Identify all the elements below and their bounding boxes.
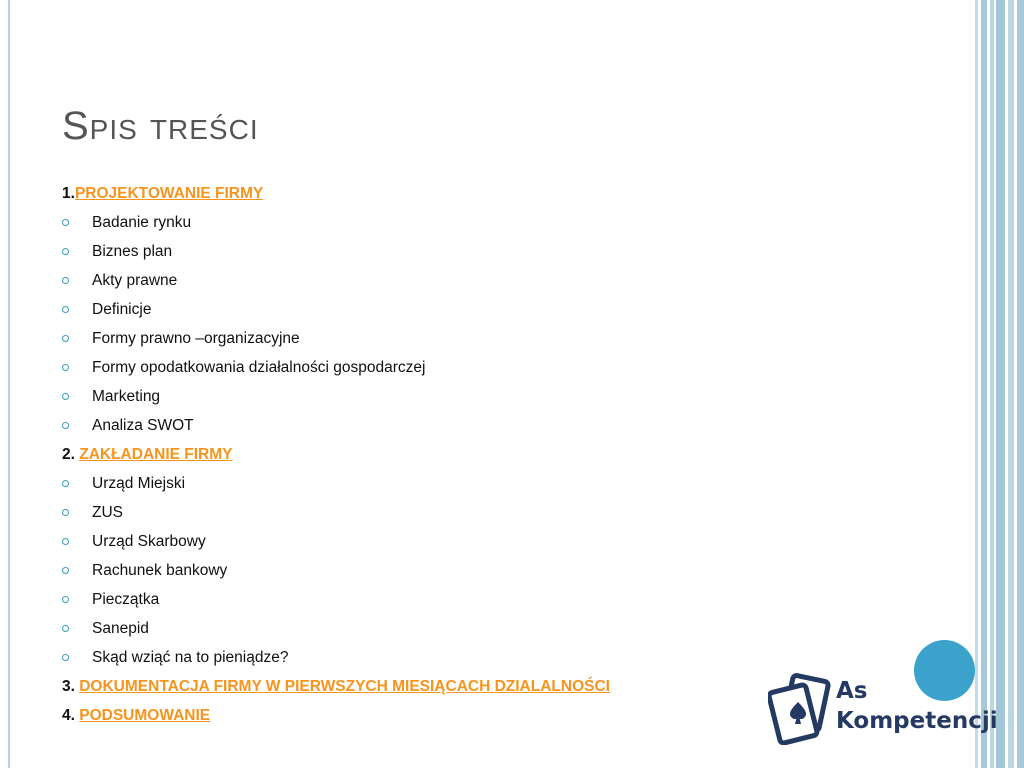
bullet-icon	[62, 654, 69, 661]
list-item	[62, 211, 762, 240]
left-border-line	[8, 0, 10, 768]
list-item-label: Urząd Skarbowy	[92, 533, 206, 550]
section-link[interactable]: ZAKŁADANIE FIRMY	[79, 446, 233, 463]
decorative-stripe	[996, 0, 1005, 768]
section-link[interactable]: DOKUMENTACJA FIRMY W PIERWSZYCH MIESIĄCACH DZIALALNOŚCI	[79, 678, 610, 695]
list-item-label: Marketing	[92, 388, 161, 405]
section-heading	[62, 675, 762, 704]
bullet-icon	[62, 422, 69, 429]
bullet-icon	[62, 335, 69, 342]
bullet-icon	[62, 596, 69, 603]
section-number: 2.	[62, 446, 80, 463]
decorative-stripe	[1017, 0, 1024, 768]
list-item-label: Urząd Miejski	[92, 475, 186, 492]
list-item-label: Sanepid	[92, 620, 149, 637]
list-item	[62, 530, 762, 559]
list-item-label: ZUS	[92, 504, 123, 521]
logo-text-as: As	[836, 678, 868, 704]
section-number: 4.	[62, 707, 80, 724]
list-item	[62, 327, 762, 356]
bullet-icon	[62, 509, 69, 516]
list-item	[62, 646, 762, 675]
bullet-icon	[62, 364, 69, 371]
slide-title: Spis treści	[62, 104, 259, 148]
list-item-label: Skąd wziąć na to pieniądze?	[92, 649, 289, 666]
table-of-contents	[62, 182, 762, 733]
list-item	[62, 501, 762, 530]
list-item-label: Akty prawne	[92, 272, 178, 289]
bullet-icon	[62, 625, 69, 632]
section-number: 3.	[62, 678, 80, 695]
list-item	[62, 617, 762, 646]
list-item	[62, 559, 762, 588]
section-heading	[62, 704, 762, 733]
bullet-icon	[62, 219, 69, 226]
decorative-stripe	[1008, 0, 1014, 768]
list-item-label: Badanie rynku	[92, 214, 192, 231]
list-item	[62, 298, 762, 327]
list-item	[62, 472, 762, 501]
list-item	[62, 414, 762, 443]
section-heading	[62, 182, 762, 211]
decorative-stripe	[975, 0, 978, 768]
list-item-label: Analiza SWOT	[92, 417, 194, 434]
bullet-icon	[62, 393, 69, 400]
list-item	[62, 385, 762, 414]
bullet-icon	[62, 277, 69, 284]
bullet-icon	[62, 480, 69, 487]
section-link[interactable]: PROJEKTOWANIE FIRMY	[74, 185, 264, 202]
decorative-stripe	[990, 0, 994, 768]
list-item-label: Biznes plan	[92, 243, 173, 260]
bullet-icon	[62, 248, 69, 255]
decorative-stripe	[981, 0, 987, 768]
list-item	[62, 269, 762, 298]
list-item-label: Rachunek bankowy	[92, 562, 228, 579]
section-heading	[62, 443, 762, 472]
list-item	[62, 356, 762, 385]
section-link[interactable]: PODSUMOWANIE	[79, 707, 211, 724]
section-number: 1.	[62, 185, 75, 202]
list-item-label: Formy prawno –organizacyjne	[92, 330, 300, 347]
list-item-label: Pieczątka	[92, 591, 160, 608]
list-item-label: Definicje	[92, 301, 152, 318]
list-item	[62, 240, 762, 269]
bullet-icon	[62, 306, 69, 313]
logo-text-kompetencji: Kompetencji	[836, 708, 998, 734]
bullet-icon	[62, 567, 69, 574]
logo-wordmark	[836, 676, 998, 736]
bullet-icon	[62, 538, 69, 545]
list-item	[62, 588, 762, 617]
list-item-label: Formy opodatkowania działalności gospodarczej	[92, 359, 426, 376]
